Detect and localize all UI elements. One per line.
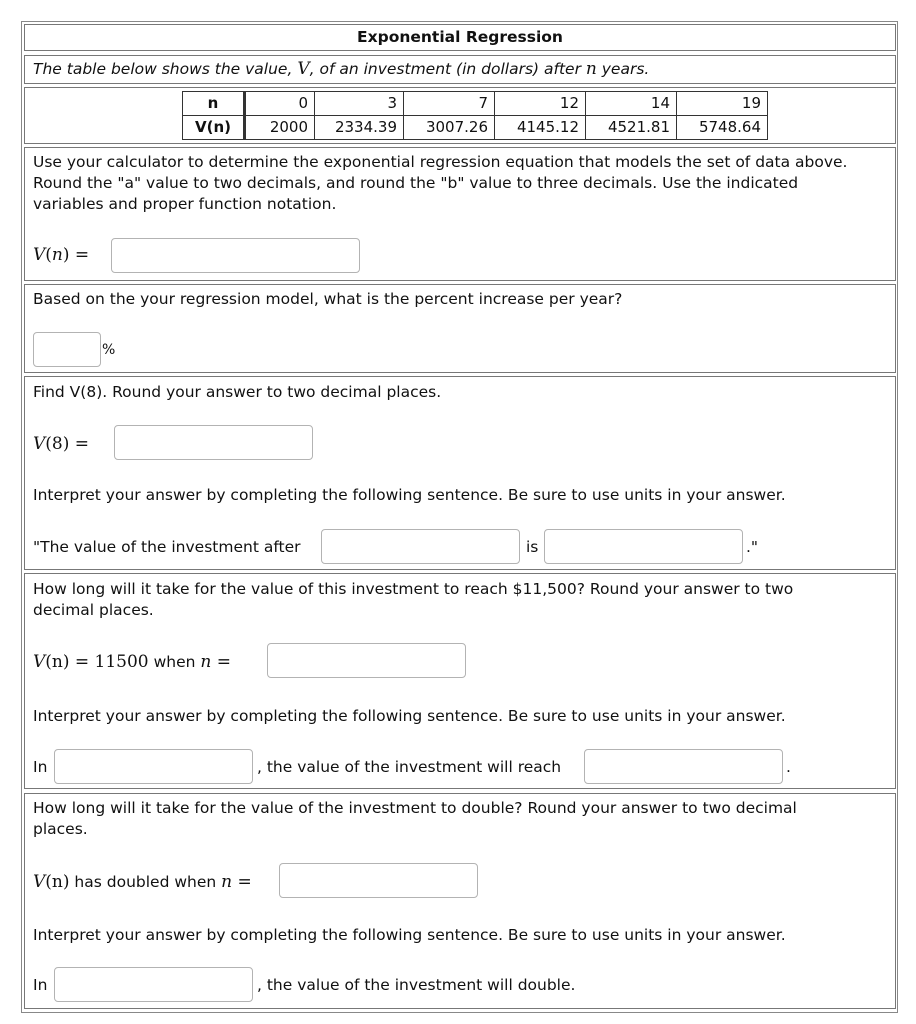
q1-lhs-close: ): [62, 245, 70, 265]
table-cell: 14: [586, 92, 677, 116]
percent-sign: %: [102, 342, 116, 358]
v8-input[interactable]: [114, 425, 313, 460]
q3-sentence-end: .": [746, 538, 759, 556]
q5-sentence-end: , the value of the investment will double.: [257, 976, 576, 994]
q1-lhs-n: n: [51, 245, 63, 265]
question-2-box: [24, 284, 896, 373]
q3-equation-label: [33, 433, 89, 455]
q5-sentence-start: In: [33, 976, 48, 994]
q5-lhs-v: V: [33, 872, 46, 892]
q4-lhs-rest: (n) = 11500: [45, 652, 149, 672]
q5-interpret: Interpret your answer by completing the following sentence. Be sure to use units in your answer.: [33, 926, 786, 944]
q1-line1: Use your calculator to determine the exponential regression equation that models the set of data above.: [33, 153, 848, 171]
q3-lhs-arg: (8) =: [45, 434, 90, 454]
table-cell: 4521.81: [586, 116, 677, 140]
q2-question: Based on the your regression model, what is the percent increase per year?: [33, 290, 623, 308]
intro-prefix: The table below shows the value,: [33, 60, 298, 78]
intro-text: [25, 56, 895, 82]
q5-equation-label: [33, 871, 252, 893]
q4-value-input[interactable]: [584, 749, 783, 784]
q5-when-n: n: [221, 872, 233, 892]
q3-question: Find V(8). Round your answer to two decimal places.: [33, 383, 442, 401]
q4-time-input[interactable]: [54, 749, 253, 784]
q5-line2: places.: [33, 820, 88, 838]
q4-sentence-end: .: [786, 758, 791, 776]
intro-mid: , of an investment (in dollars) after: [309, 60, 586, 78]
table-cell: 7: [404, 92, 495, 116]
question-5-box: [24, 793, 896, 1009]
intro-n: n: [585, 59, 597, 79]
table-cell: 19: [677, 92, 768, 116]
table-row-n: [183, 92, 768, 116]
page-title: Exponential Regression: [357, 28, 563, 46]
question-3-box: [24, 376, 896, 570]
table-cell: 3007.26: [404, 116, 495, 140]
q4-when: when: [148, 653, 201, 671]
title-box: [24, 24, 896, 51]
table-cell: 2334.39: [315, 116, 404, 140]
q3-years-input[interactable]: [321, 529, 520, 564]
q5-lhs-rest: (n): [45, 872, 70, 892]
q5-equals: =: [232, 872, 252, 892]
q4-interpret: Interpret your answer by completing the following sentence. Be sure to use units in your answer.: [33, 707, 786, 725]
table-cell: 2000: [245, 116, 315, 140]
q3-sentence-start: "The value of the investment after: [33, 538, 301, 556]
question-1-box: [24, 147, 896, 281]
q1-lhs-open: (: [45, 245, 52, 265]
table-cell: 5748.64: [677, 116, 768, 140]
double-time-input[interactable]: [279, 863, 478, 898]
q5-time-input[interactable]: [54, 967, 253, 1002]
question-4-box: [24, 573, 896, 789]
q3-interpret: Interpret your answer by completing the following sentence. Be sure to use units in your answer.: [33, 486, 786, 504]
table-cell: 0: [245, 92, 315, 116]
q4-when-n: n: [200, 652, 212, 672]
table-cell: 12: [495, 92, 586, 116]
row-label-v: V(n): [183, 116, 245, 140]
q4-equation-label: [33, 651, 231, 673]
q4-equals: =: [211, 652, 231, 672]
percent-increase-input[interactable]: [33, 332, 101, 367]
data-table-box: [24, 87, 896, 144]
q5-line1: How long will it take for the value of the investment to double? Round your answer to two decimal: [33, 799, 797, 817]
table-cell: 3: [315, 92, 404, 116]
intro-var: V: [297, 59, 310, 79]
intro-box: [24, 55, 896, 84]
q4-sentence-start: In: [33, 758, 48, 776]
q5-doubled: has doubled when: [69, 873, 222, 891]
q4-line1: How long will it take for the value of this investment to reach $11,500? Round your answer to two: [33, 580, 794, 598]
q3-value-input[interactable]: [544, 529, 743, 564]
q1-lhs-v: V: [33, 245, 46, 265]
q4-line2: decimal places.: [33, 601, 154, 619]
q4-sentence-mid: , the value of the investment will reach: [257, 758, 562, 776]
reach-11500-input[interactable]: [267, 643, 466, 678]
table-row-v: [183, 116, 768, 140]
q1-equals: =: [69, 245, 90, 265]
q1-line3: variables and proper function notation.: [33, 195, 337, 213]
data-table: [182, 91, 768, 140]
q3-lhs-v: V: [33, 434, 46, 454]
regression-equation-input[interactable]: [111, 238, 360, 273]
q1-equation-label: [33, 244, 89, 266]
table-cell: 4145.12: [495, 116, 586, 140]
intro-suffix: years.: [596, 60, 650, 78]
q3-sentence-mid: is: [526, 538, 539, 556]
q1-line2: Round the "a" value to two decimals, and round the "b" value to three decimals. Use the indicated: [33, 174, 799, 192]
q4-lhs-v: V: [33, 652, 46, 672]
row-label-n: n: [183, 92, 245, 116]
